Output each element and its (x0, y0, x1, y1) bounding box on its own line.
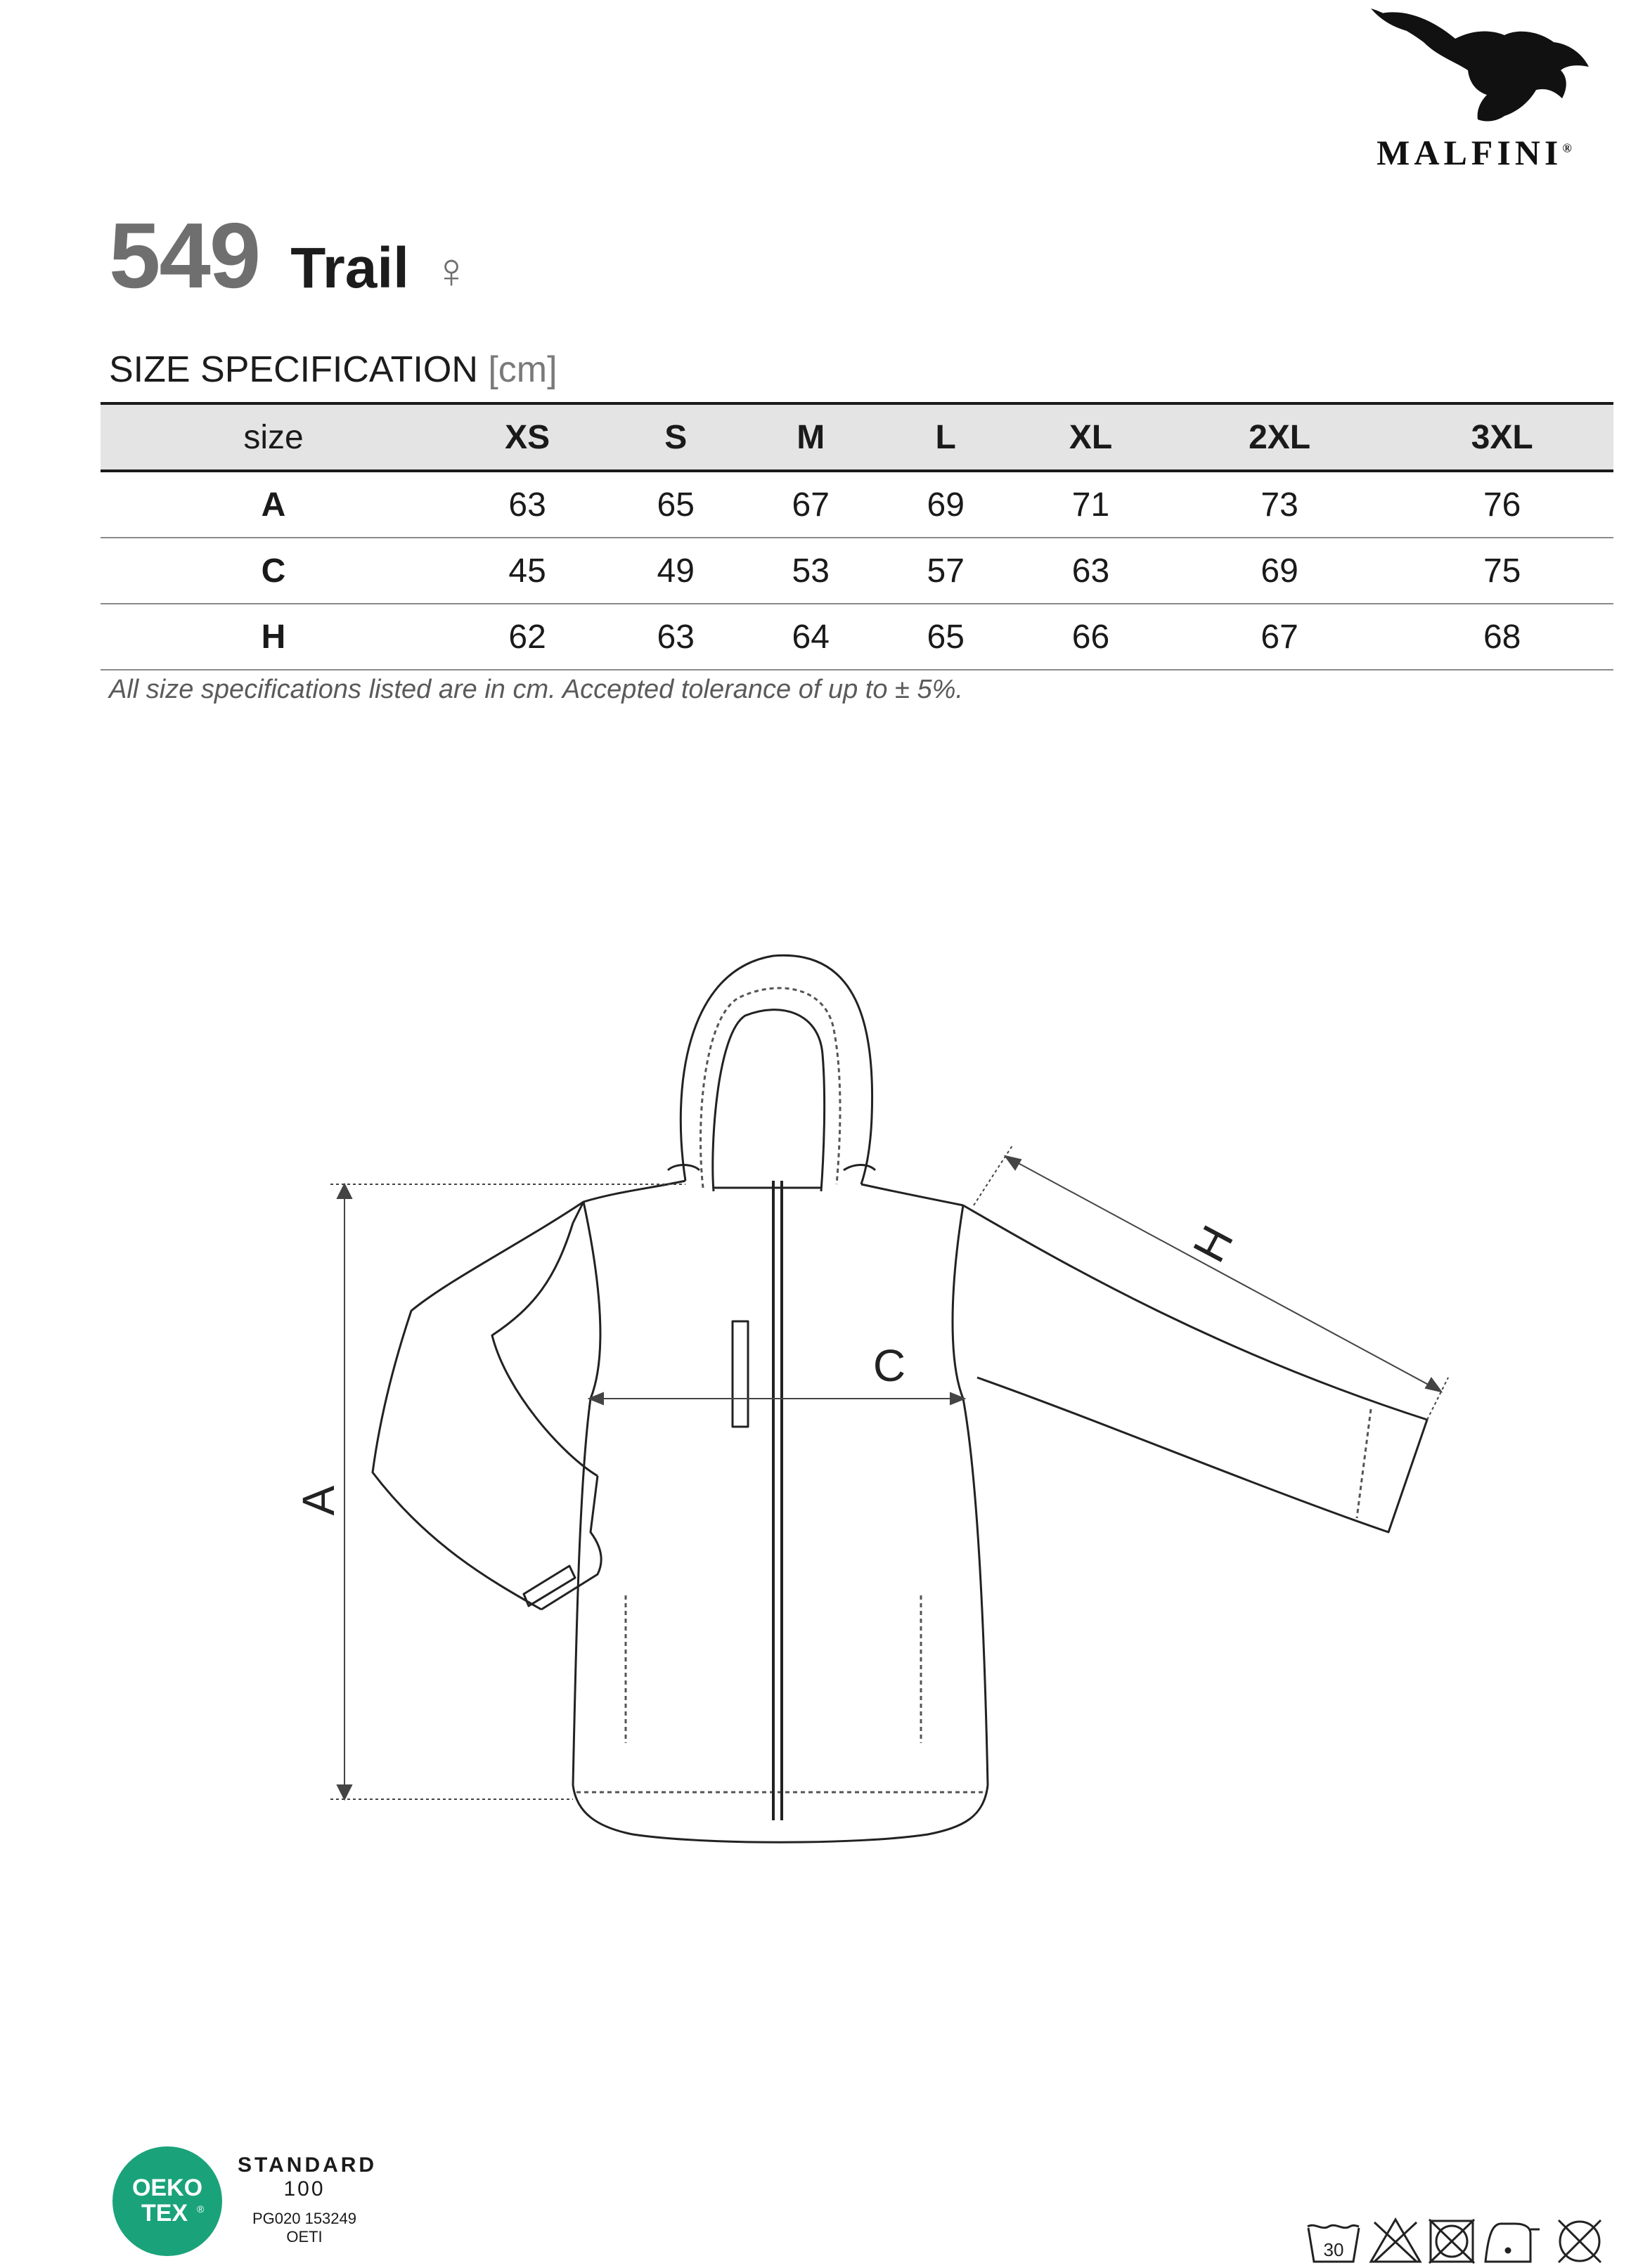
table-cell: 66 (1013, 604, 1168, 670)
oeko-code: PG020 153249 (252, 2210, 357, 2227)
spec-unit: [cm] (488, 349, 557, 390)
brand-logo (1357, 0, 1596, 176)
table-cell: 63 (1013, 538, 1168, 604)
oeko-standard-number: 100 (283, 2177, 325, 2201)
table-cell: 65 (878, 604, 1013, 670)
table-row (101, 471, 1613, 538)
product-name: Trail (290, 236, 409, 300)
table-cell: 69 (878, 471, 1013, 538)
table-cell: 75 (1391, 538, 1613, 604)
tolerance-note: All size specifications listed are in cm. Accepted tolerance of up to ± 5%. (109, 675, 963, 704)
table-cell: 64 (743, 604, 878, 670)
header-cell: L (878, 403, 1013, 471)
measure-c (589, 1393, 965, 1404)
row-label: H (101, 604, 446, 670)
table-cell: 67 (743, 471, 878, 538)
eagle-icon (1357, 0, 1596, 134)
oeko-institute: OETI (286, 2228, 323, 2246)
header-cell: S (608, 403, 743, 471)
product-number: 549 (109, 204, 260, 307)
care-symbols (1304, 2214, 1613, 2267)
table-cell: 62 (446, 604, 608, 670)
table-cell: 57 (878, 538, 1013, 604)
wash-30-icon (1308, 2225, 1359, 2262)
size-table (101, 402, 1613, 670)
header-cell: size (101, 403, 446, 471)
table-row (101, 538, 1613, 604)
header-cell: 3XL (1391, 403, 1613, 471)
oeko-standard: STANDARD (238, 2153, 378, 2177)
no-bleach-icon (1371, 2220, 1420, 2262)
table-cell: 69 (1168, 538, 1391, 604)
oeko-mark: ® (197, 2203, 205, 2215)
row-label: A (101, 471, 446, 538)
label-c: C (872, 1340, 906, 1391)
jacket-diagram (0, 914, 1631, 1898)
table-cell: 53 (743, 538, 878, 604)
oeko-line2: TEX (141, 2200, 188, 2227)
no-tumble-dry-icon (1429, 2220, 1474, 2263)
table-cell: 63 (608, 604, 743, 670)
header-cell: XL (1013, 403, 1168, 471)
table-cell: 71 (1013, 471, 1168, 538)
spec-heading (109, 349, 557, 391)
table-cell: 67 (1168, 604, 1391, 670)
header-cell: M (743, 403, 878, 471)
table-cell: 65 (608, 471, 743, 538)
table-cell: 76 (1391, 471, 1613, 538)
table-cell: 73 (1168, 471, 1391, 538)
iron-low-icon (1485, 2224, 1540, 2262)
size-table-header (101, 403, 1613, 471)
oeko-tex-logo (111, 2145, 224, 2257)
header-cell: 2XL (1168, 403, 1391, 471)
measure-h (974, 1146, 1448, 1420)
wash-temp: 30 (1323, 2239, 1344, 2260)
female-icon: ♀ (432, 243, 470, 298)
brand-name: MALFINI® (1377, 133, 1576, 172)
product-title (109, 202, 470, 308)
spec-title-text: SIZE SPECIFICATION (109, 349, 478, 390)
label-h: H (1182, 1217, 1244, 1270)
no-dry-clean-icon (1559, 2220, 1601, 2262)
table-row (101, 604, 1613, 670)
oeko-tex-text (238, 2153, 378, 2246)
label-a: A (293, 1485, 344, 1516)
oeko-line1: OEKO (131, 2175, 203, 2201)
table-cell: 49 (608, 538, 743, 604)
table-cell: 45 (446, 538, 608, 604)
measure-a (330, 1184, 685, 1799)
row-label: C (101, 538, 446, 604)
table-cell: 63 (446, 471, 608, 538)
table-cell: 68 (1391, 604, 1613, 670)
header-cell: XS (446, 403, 608, 471)
